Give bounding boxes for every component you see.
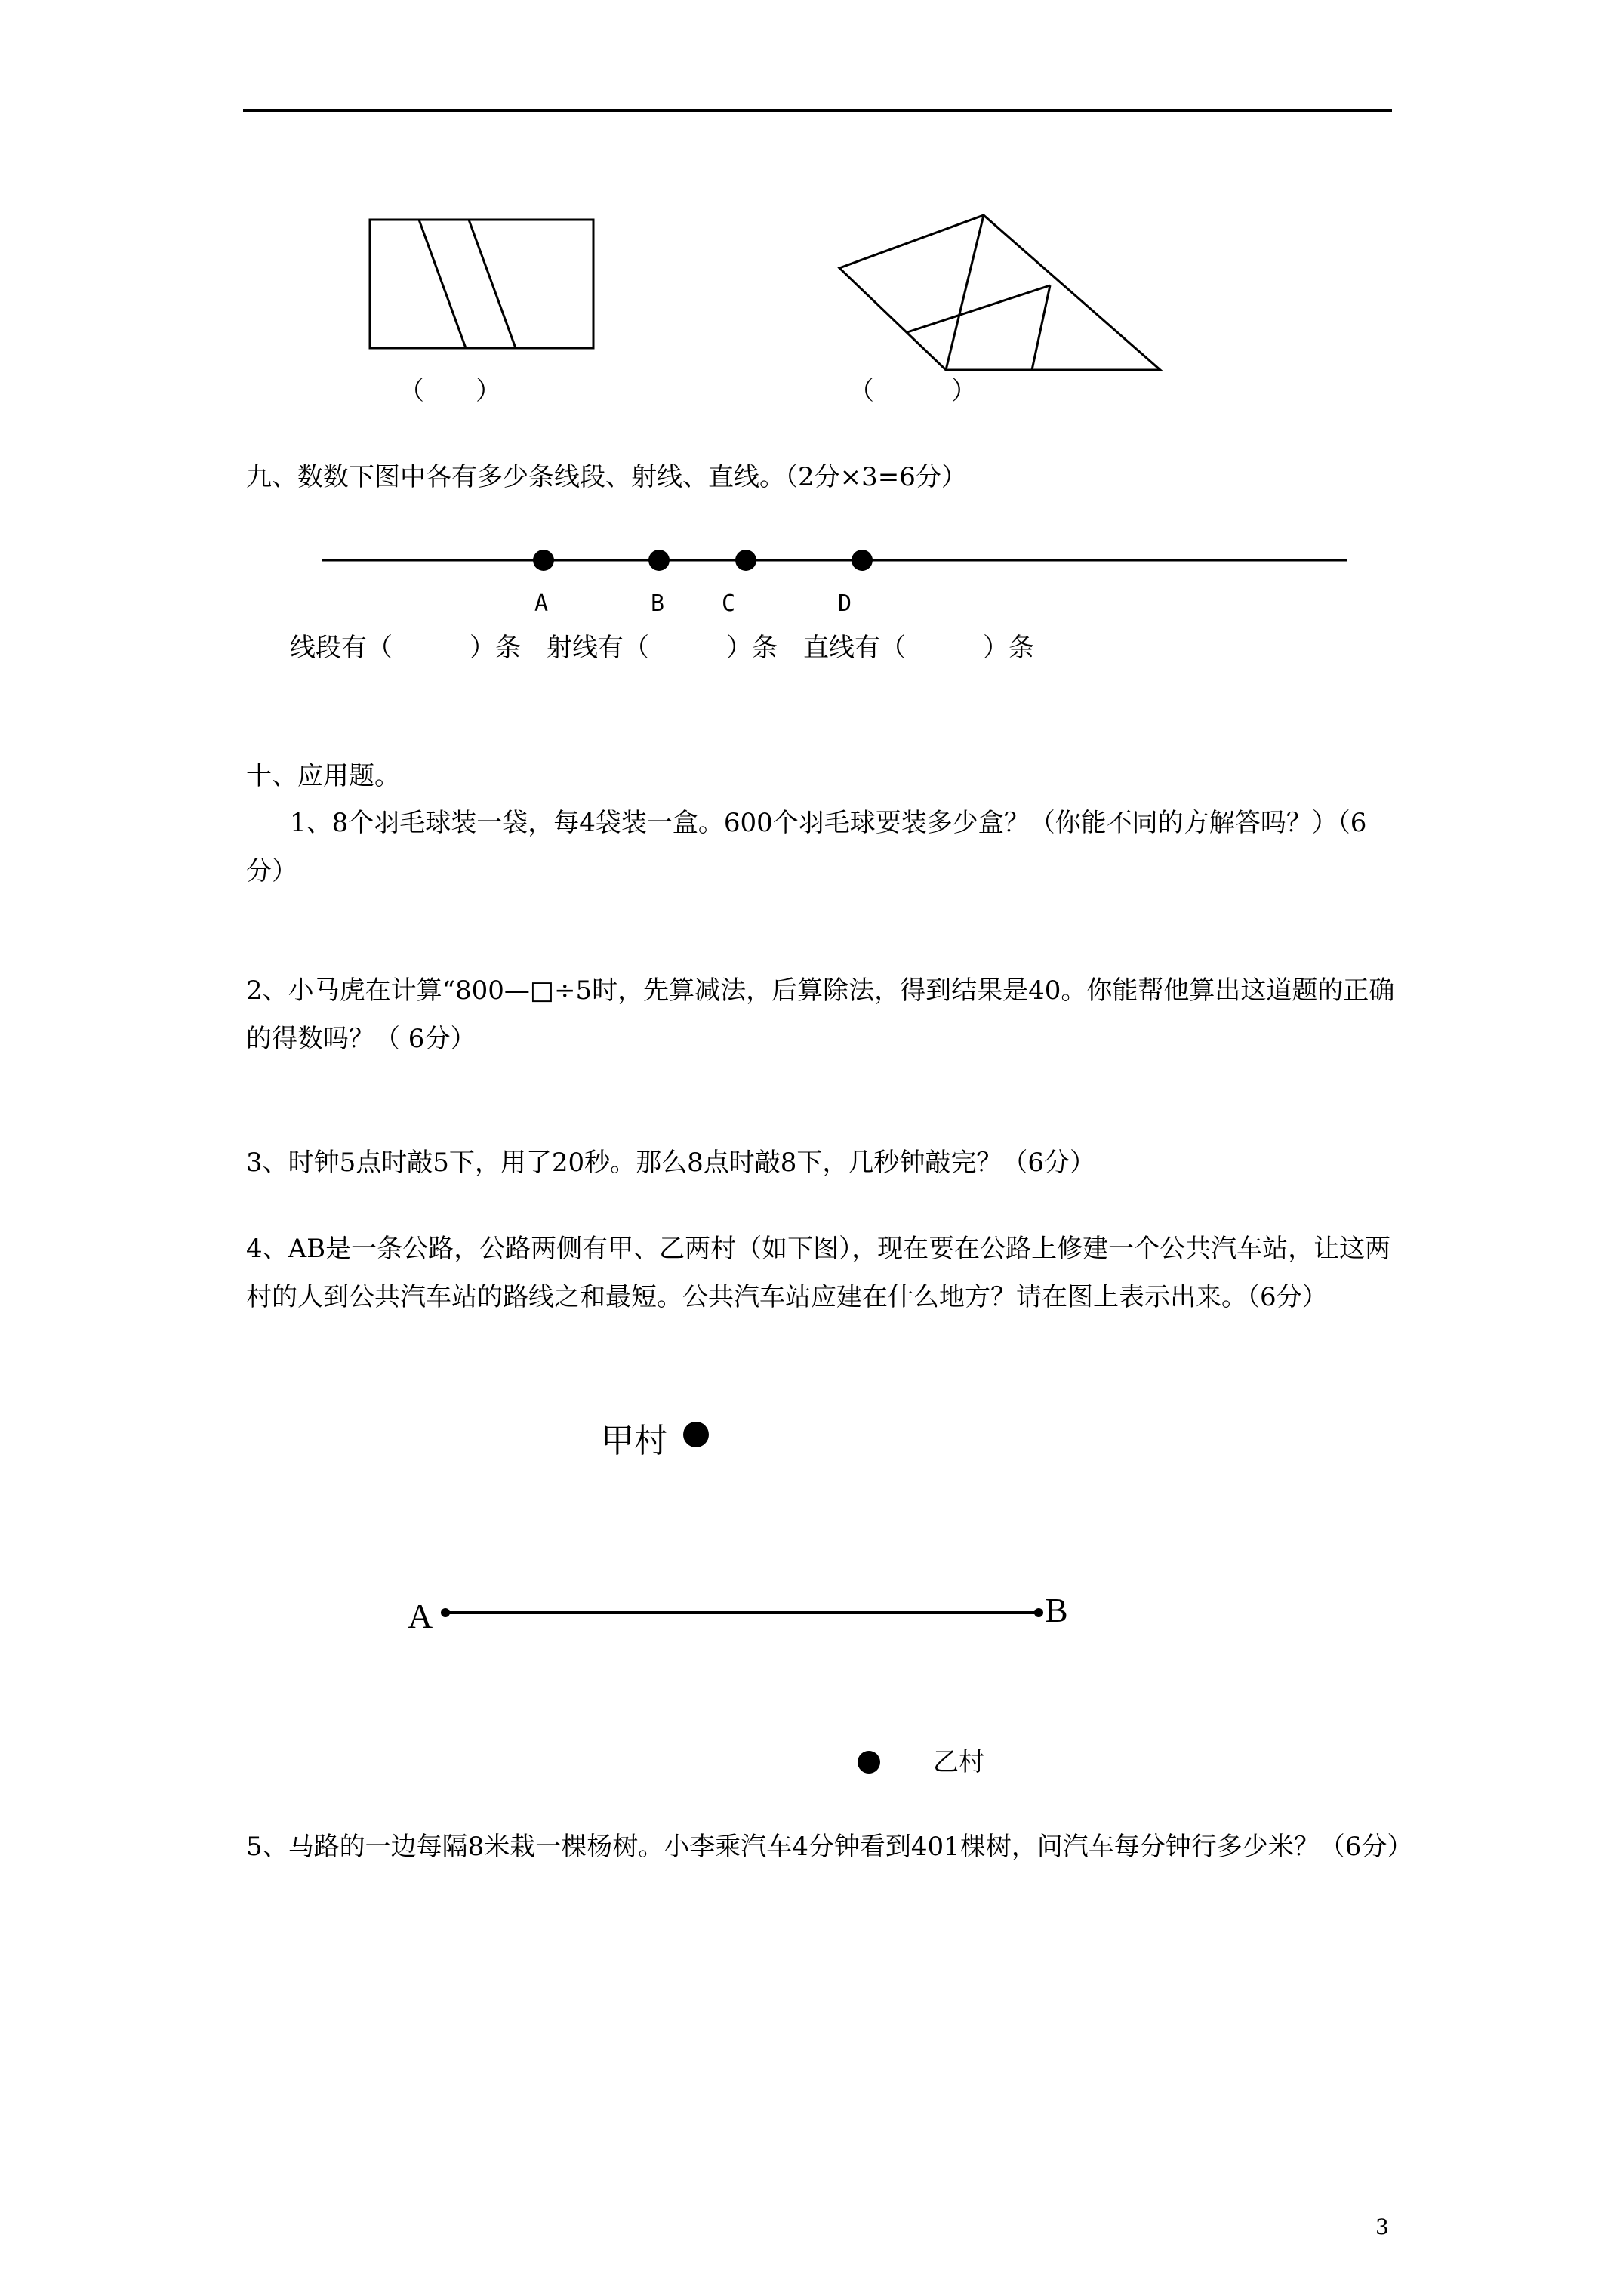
q10-problem-2: 2、小马虎在计算“800—□÷5时，先算减法，后算除法，得到结果是40。你能帮他算出这道题的正确的得数吗？（ 6分）	[246, 975, 1395, 1054]
q9-title: 九、数数下图中各有多少条线段、射线、直线。（2分×3=6分）	[246, 462, 967, 492]
road-start-dot	[441, 1608, 450, 1617]
point-a-dot	[533, 550, 554, 571]
page-number: 3	[1375, 2214, 1389, 2239]
q10-problem-1: 1、8个羽毛球装一袋，每4袋装一盒。600个羽毛球要装多少盒？（你能不同的方解答吗？）（6分）	[246, 808, 1367, 886]
q10-problem-3: 3、时钟5点时敲5下，用了20秒。那么8点时敲8下，几秒钟敲完？（6分）	[246, 1148, 1096, 1178]
village-b-label: 乙村	[933, 1747, 984, 1777]
q10-title: 十、应用题。	[246, 761, 400, 791]
point-d-dot	[852, 550, 873, 571]
road-end-label: B	[1045, 1591, 1068, 1629]
point-c-label: C	[722, 590, 736, 617]
road-start-label: A	[408, 1597, 433, 1635]
q10-problem-4: 4、AB是一条公路，公路两侧有甲、乙两村（如下图），现在要在公路上修建一个公共汽车站，让这两村的人到公共汽车站的路线之和最短。公共汽车站应建在什么地方？请在图上表示出来。（6分）	[246, 1234, 1391, 1312]
blank-right: （ ）	[848, 376, 977, 406]
triangle-figure	[839, 215, 1160, 370]
rectangle-figure	[370, 220, 593, 348]
village-a-dot	[683, 1422, 709, 1447]
point-c-dot	[735, 550, 756, 571]
point-b-label: B	[651, 590, 665, 617]
q9-answers: 线段有（ ）条 射线有（ ）条 直线有（ ）条	[290, 633, 1034, 663]
village-a-label: 甲村	[601, 1422, 667, 1460]
q10-problem-5: 5、马路的一边每隔8米栽一棵杨树。小李乘汽车4分钟看到401棵树，问汽车每分钟行多少米？（6分）	[246, 1832, 1413, 1862]
road-end-dot	[1034, 1608, 1043, 1617]
road-map-figure	[441, 1422, 1043, 1774]
village-b-dot	[858, 1751, 880, 1774]
point-a-label: A	[534, 590, 549, 617]
point-d-label: D	[838, 590, 852, 617]
blank-left: （ ）	[399, 376, 501, 406]
q9-line-figure	[322, 550, 1347, 571]
point-b-dot	[648, 550, 670, 571]
